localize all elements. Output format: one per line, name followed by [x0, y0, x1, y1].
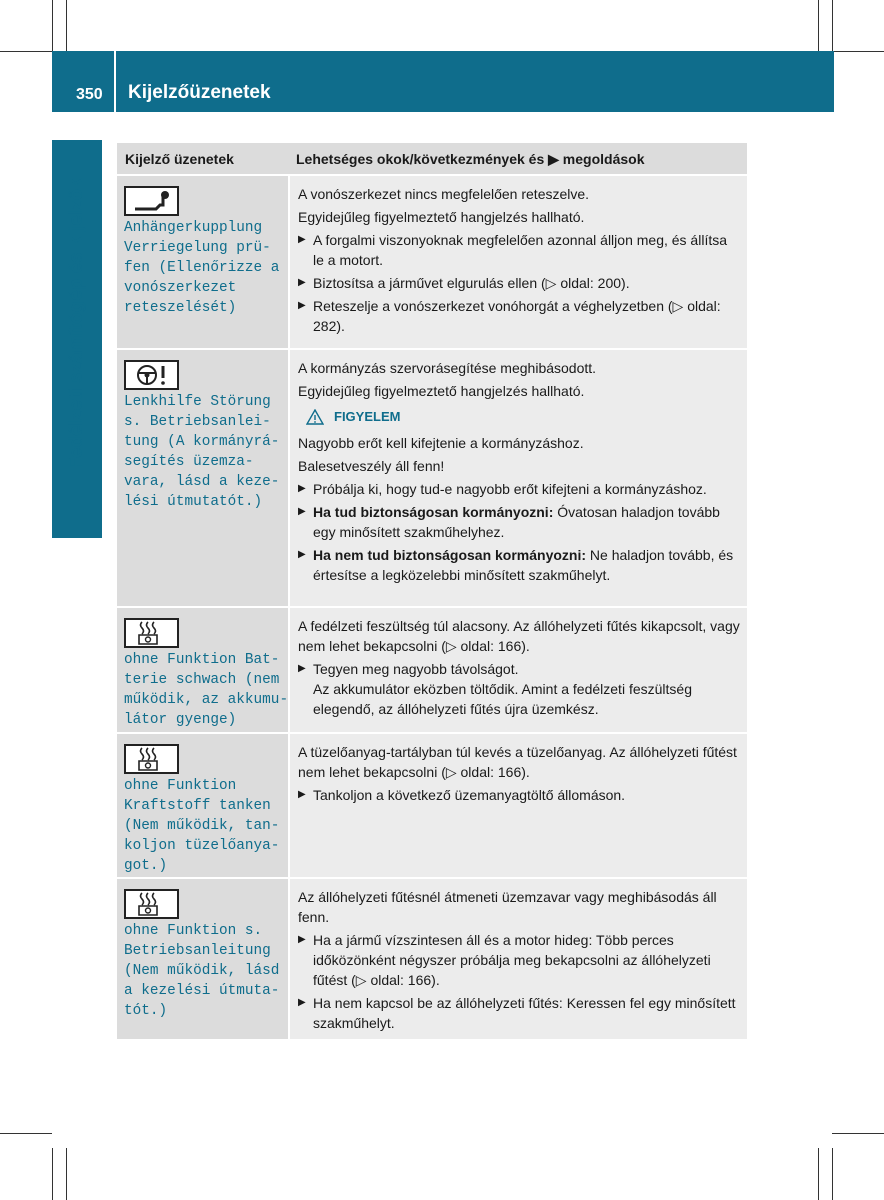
auxiliary-heating-icon [124, 618, 179, 648]
solution-step [298, 545, 741, 585]
page-title: Kijelzőüzenetek [128, 82, 271, 103]
crop-mark [52, 0, 53, 52]
crop-mark [0, 1133, 52, 1134]
warning-label: FIGYELEM [334, 409, 401, 424]
step-text: Óvatosan haladjon tovább egy minősített szakműhelyhez. [313, 504, 720, 540]
solution-step: ▶ Reteszelje a vonószerkezet vonóhorgát a véghelyzetben (▷ oldal: 282). [298, 296, 741, 336]
step-text: Ne haladjon tovább, és értesítse a legközelebbi minősített szakműhelyt. [313, 547, 734, 583]
crop-mark [818, 1148, 819, 1200]
message-cell [117, 734, 288, 877]
message-text: ohne Funktion s. Betriebsanleitung (Nem működik, lásd a kezelési útmuta- tót.) [124, 923, 280, 1019]
warning-triangle-icon [306, 409, 324, 425]
solution-step [298, 659, 741, 719]
solution-step [298, 502, 741, 542]
crop-mark [832, 0, 833, 52]
crop-mark [66, 0, 67, 52]
solution-cell [288, 734, 747, 877]
column-header-solutions: Lehetséges okok/következmények és ▶ megoldások [296, 151, 645, 167]
message-cell [117, 350, 288, 606]
page-number: 350 [76, 86, 103, 103]
message-cell [117, 176, 288, 348]
crop-mark [832, 1148, 833, 1200]
condition-label: Ha tud biztonságosan kormányozni: [313, 504, 554, 520]
trailer-hitch-icon [124, 186, 179, 216]
solution-step: ▶ Próbálja ki, hogy tud-e nagyobb erőt kifejteni a kormányzáshoz. [298, 479, 741, 499]
message-cell [117, 879, 288, 1039]
message-text: ohne Funktion Kraftstoff tanken (Nem működik, tan- koljon tüzelőanya- got.) [124, 778, 280, 874]
crop-mark [832, 1133, 884, 1134]
display-messages-table [117, 143, 747, 1041]
cause-text: A kormányzás szervorásegítése meghibásodott. [298, 360, 597, 376]
consequence-text: Egyidejűleg figyelmeztető hangjelzés hallható. [298, 209, 585, 225]
table-row [117, 608, 747, 734]
message-text: Lenkhilfe Störung s. Betriebsanlei- tung (A kormányrá- segítés üzemza- vara, lásd a keze- lési útmutatót.) [124, 394, 280, 510]
warning-text: Nagyobb erőt kell kifejtenie a kormányzáshoz. [298, 435, 584, 451]
solution-cell [288, 608, 747, 732]
message-text: ohne Funktion Bat- terie schwach (nem működik, az akkumu- látor gyenge) [124, 652, 289, 728]
crop-mark [832, 51, 884, 52]
solution-step: ▶ Ha nem kapcsol be az állóhelyzeti fűtés: Keressen fel egy minősített szakműhelyt. [298, 993, 741, 1033]
crop-mark [0, 51, 52, 52]
auxiliary-heating-icon [124, 889, 179, 919]
cause-text: A tüzelőanyag-tartályban túl kevés a tüzelőanyag. Az állóhelyzeti fűtést nem lehet bekapcsolni (▷ oldal: 166). [298, 744, 737, 780]
cause-text: A vonószerkezet nincs megfelelően reteszelve. [298, 186, 590, 202]
crop-mark [818, 0, 819, 52]
crop-mark [52, 1148, 53, 1200]
solution-step: ▶ Tankoljon a következő üzemanyagtöltő állomáson. [298, 785, 741, 805]
message-text: Anhängerkupplung Verriegelung prü- fen (Ellenőrizze a vonószerkezet reteszelését) [124, 220, 280, 316]
cause-text: Az állóhelyzeti fűtésnél átmeneti üzemzavar vagy meghibásodás áll fenn. [298, 889, 717, 925]
cause-text: A fedélzeti feszültség túl alacsony. Az állóhelyzeti fűtés kikapcsolt, vagy nem lehet bekapcsolni (▷ oldal: 166). [298, 618, 740, 654]
crop-mark [66, 1148, 67, 1200]
header-divider [114, 51, 116, 112]
solution-step: ▶ Biztosítsa a járművet elgurulás ellen (▷ oldal: 200). [298, 273, 741, 293]
warning-text: Balesetveszély áll fenn! [298, 458, 445, 474]
step-detail: Az akkumulátor eközben töltődik. Amint a fedélzeti feszültség elegendő, az állóhelyzeti fűtés újra üzemkész. [313, 681, 692, 717]
solution-step: ▶ A forgalmi viszonyoknak megfelelően azonnal álljon meg, és állítsa le a motort. [298, 230, 741, 270]
column-header-messages: Kijelző üzenetek [125, 151, 234, 167]
table-row [117, 350, 747, 608]
step-text: Tegyen meg nagyobb távolságot. [313, 661, 519, 677]
condition-label: Ha nem tud biztonságosan kormányozni: [313, 547, 587, 563]
message-cell [117, 608, 288, 732]
table-row [117, 734, 747, 879]
table-row [117, 176, 747, 350]
chapter-title: Fedélzeti számítógép és kijelzők [66, 178, 87, 470]
warning-notice [306, 407, 741, 427]
solution-cell [288, 176, 747, 348]
solution-cell [288, 350, 747, 606]
consequence-text: Egyidejűleg figyelmeztető hangjelzés hallható. [298, 383, 585, 399]
solution-step: ▶ Ha a jármű vízszintesen áll és a motor hideg: Több perces időközönként négyszer próbálja meg bekapcsolni az állóhelyzeti fűtést (▷ oldal: 166). [298, 930, 741, 990]
table-row [117, 879, 747, 1041]
auxiliary-heating-icon [124, 744, 179, 774]
table-header [117, 143, 747, 176]
solution-cell [288, 879, 747, 1039]
steering-warning-icon [124, 360, 179, 390]
